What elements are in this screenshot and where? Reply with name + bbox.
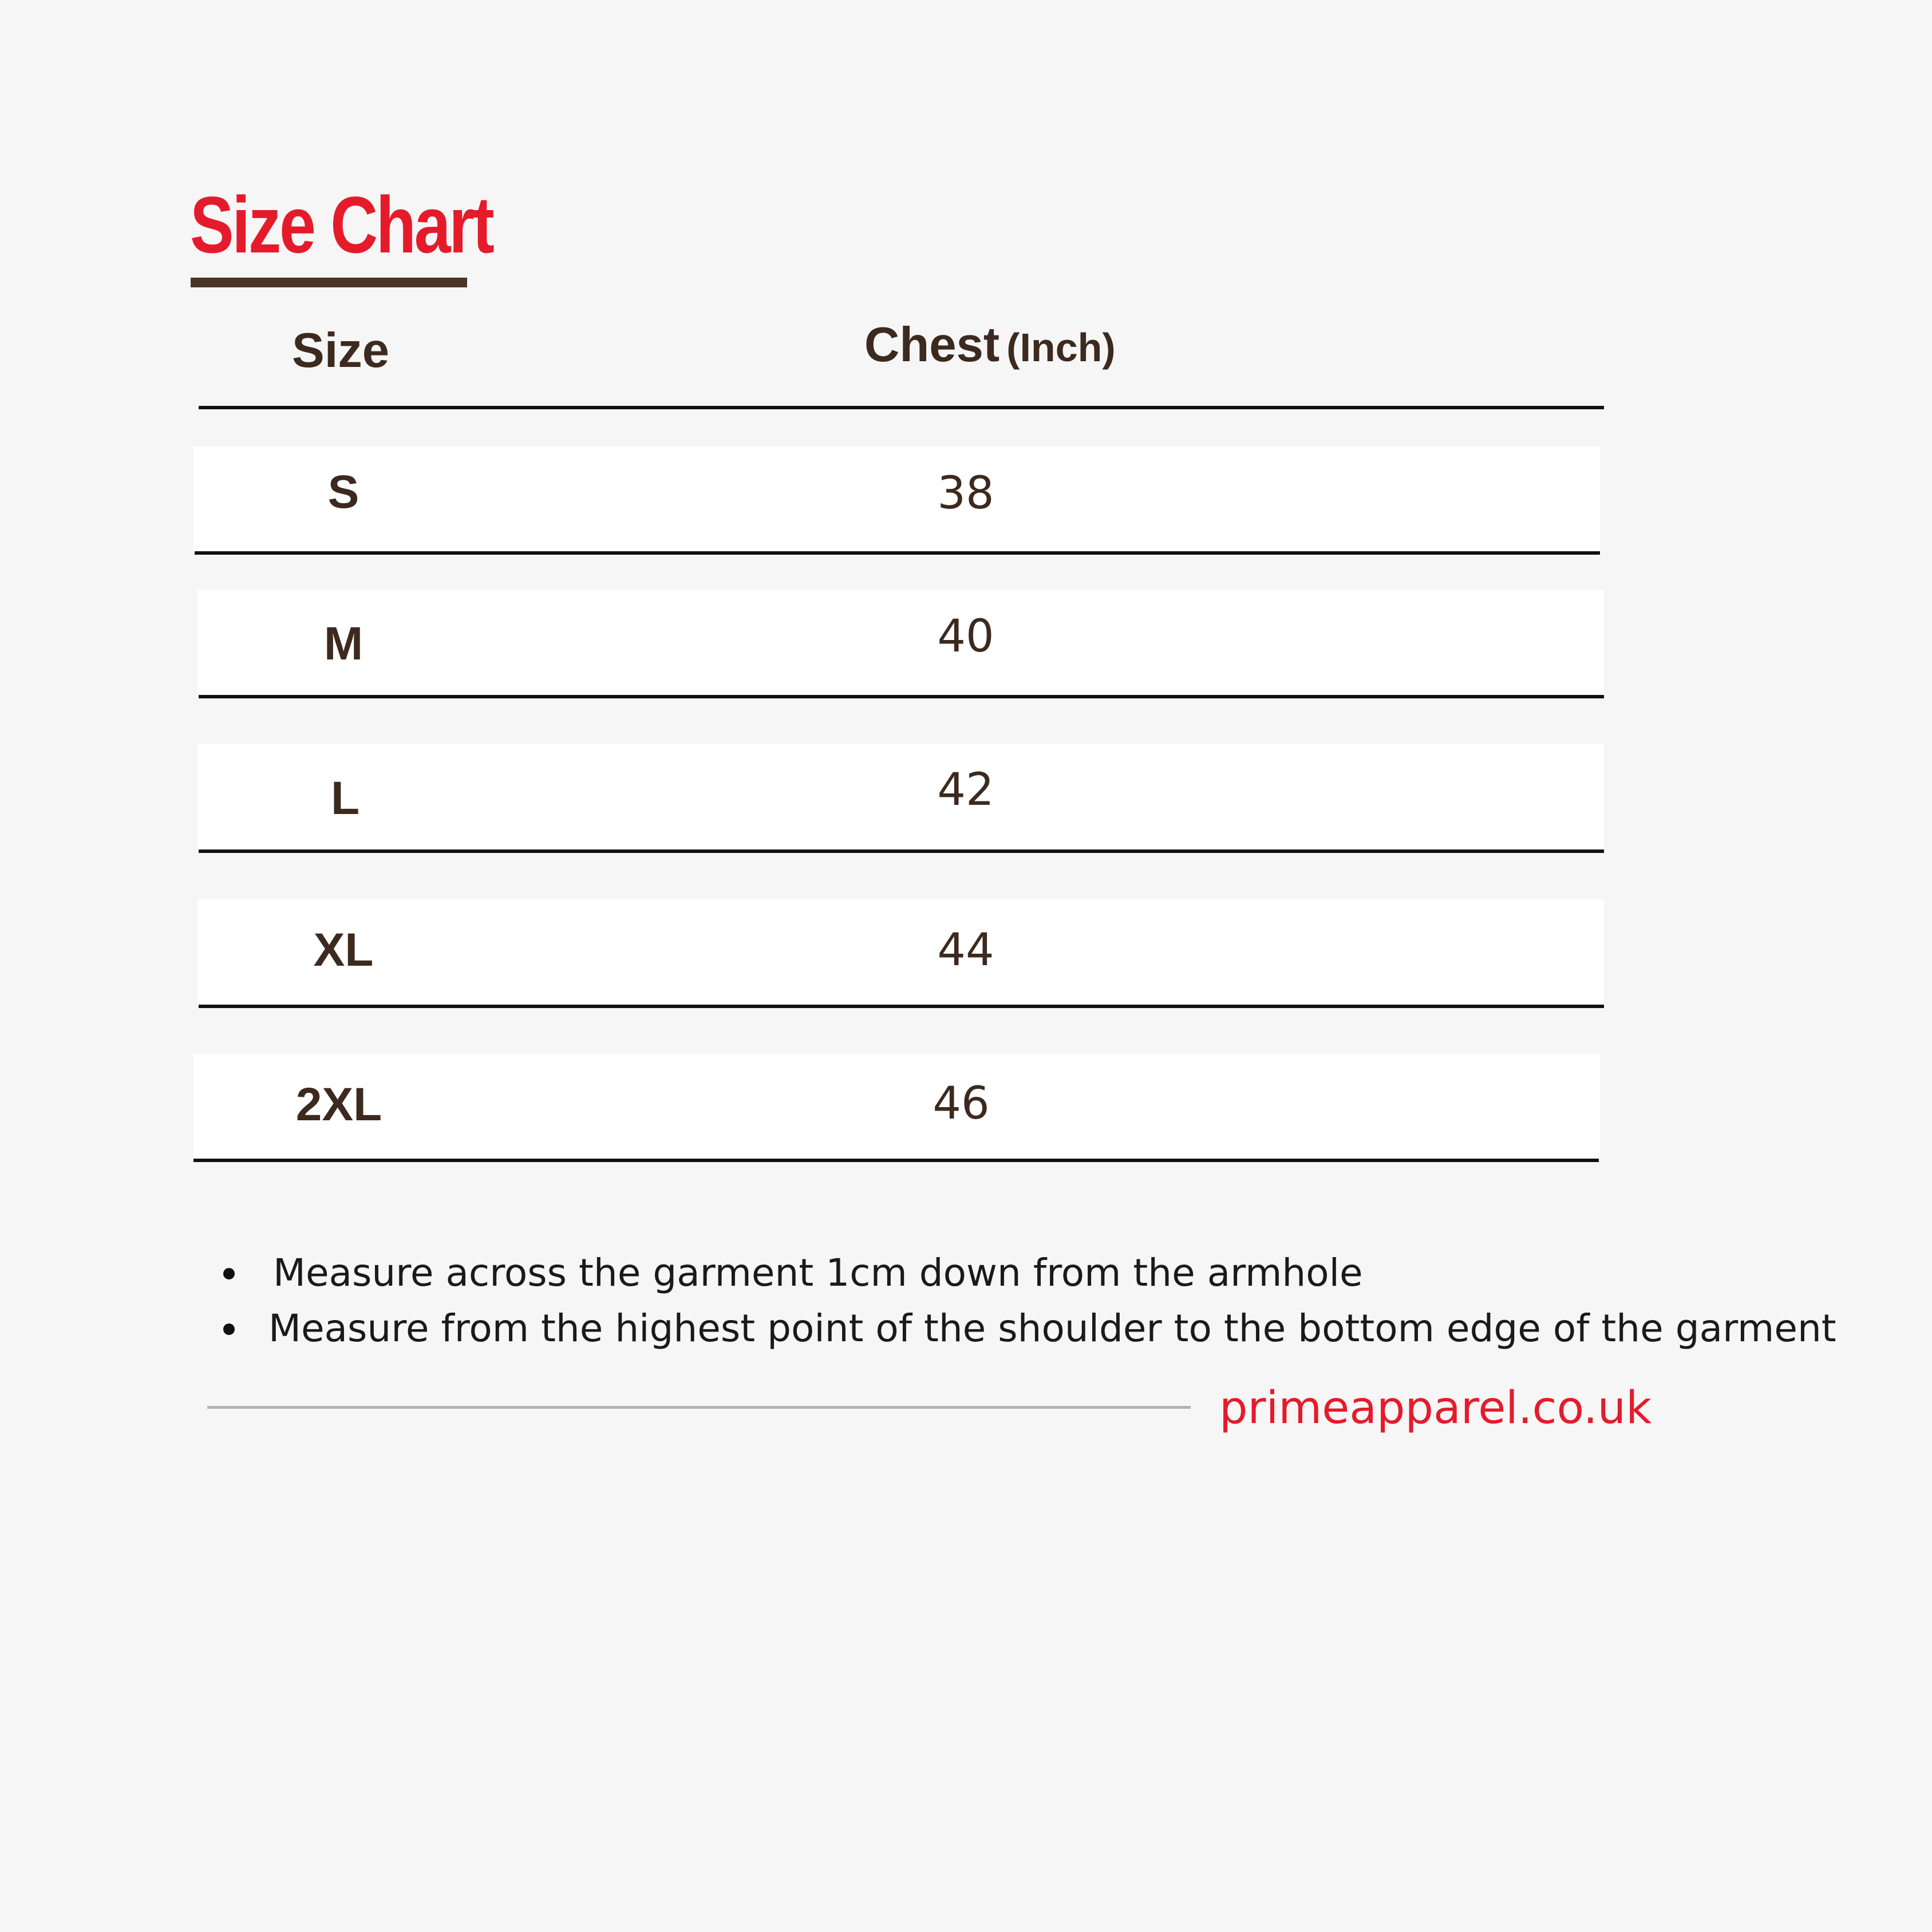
column-header-chest	[864, 317, 1116, 376]
chest-cell: 38	[937, 468, 994, 519]
header-divider	[199, 406, 1604, 409]
row-divider	[193, 1159, 1599, 1162]
bullet-icon	[223, 1268, 235, 1279]
chest-label: Chest	[864, 318, 1000, 372]
size-cell: M	[323, 618, 364, 670]
note-text: Measure from the highest point of the shoulder to the bottom edge of the garment	[268, 1306, 1836, 1350]
size-cell: L	[330, 772, 360, 824]
size-cell: XL	[313, 924, 374, 976]
footer-divider	[207, 1406, 1191, 1409]
size-cell: 2XL	[295, 1078, 382, 1131]
row-divider	[195, 551, 1600, 555]
row-divider	[199, 850, 1604, 853]
row-divider	[199, 1005, 1604, 1008]
chest-cell: 44	[937, 924, 994, 976]
chest-unit: (Inch)	[1006, 325, 1116, 370]
page-title: Size Chart	[190, 180, 493, 270]
note-text: Measure across the garment 1cm down from the armhole	[273, 1251, 1363, 1295]
title-underline	[191, 278, 467, 287]
website-link[interactable]: primeapparel.co.uk	[1219, 1382, 1652, 1434]
size-cell: S	[327, 466, 359, 518]
column-header-size: Size	[292, 323, 390, 378]
list-item	[223, 1301, 1836, 1356]
row-divider	[199, 695, 1604, 698]
measurement-notes	[223, 1245, 1836, 1356]
chest-cell: 46	[933, 1078, 990, 1129]
chest-cell: 40	[937, 611, 994, 662]
chest-cell: 42	[937, 764, 994, 816]
list-item	[223, 1245, 1791, 1301]
bullet-icon	[223, 1323, 235, 1335]
